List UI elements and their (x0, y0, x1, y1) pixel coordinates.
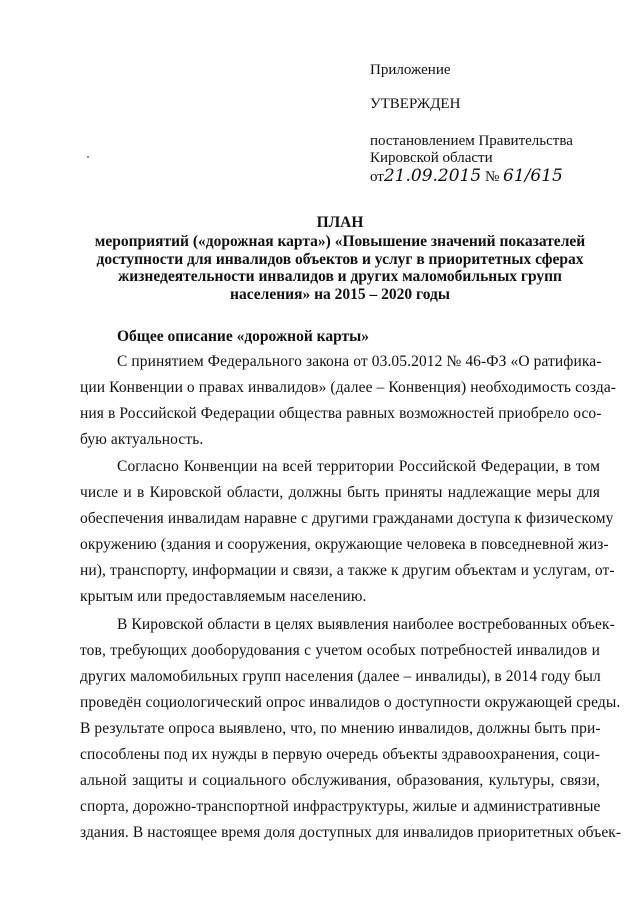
paragraph-line: спорта, дорожно-транспортной инфраструктуры, жилые и административные (80, 798, 601, 815)
paragraph-line: С принятием Федерального закона от 03.05.2012 № 46-ФЗ «О ратифика- (117, 353, 602, 370)
resolution-line-1: постановлением Правительства (370, 133, 573, 149)
paragraph-line: других маломобильных групп населения (далее – инвалиды), в 2014 году был (80, 668, 601, 685)
scan-speck (87, 156, 89, 158)
paragraph-line: ния в Российской Федерации общества равных возможностей приобрело осо- (80, 405, 602, 422)
resolution-line-2: Кировской области (370, 150, 493, 166)
paragraph-line: окружению (здания и сооружения, окружающие человека в повседневной жиз- (80, 536, 609, 553)
resolution-date-line (370, 166, 563, 186)
date-prefix: от (370, 169, 384, 185)
paragraph-line: способлены под их нужды в первую очередь объекты здравоохранения, соци- (80, 746, 600, 763)
paragraph-line: проведён социологический опрос инвалидов о доступности окружающей среды. (80, 694, 621, 711)
paragraph-line: здания. В настоящее время доля доступных для инвалидов приоритетных объек- (80, 824, 622, 841)
paragraph-line: ции Конвенции о правах инвалидов» (далее – Конвенция) необходимость созда- (80, 379, 617, 396)
paragraph-line: В результате опроса выявлено, что, по мнению инвалидов, должны быть при- (80, 720, 601, 737)
plan-title: ПЛАН (316, 214, 364, 231)
appendix-label: Приложение (370, 62, 451, 78)
paragraph-line: тов, требующих дооборудования с учетом особых потребностей инвалидов и (80, 642, 600, 659)
paragraph-line: обеспечения инвалидам наравне с другими гражданами доступа к физическому (80, 510, 614, 527)
plan-subtitle-line-4: населения» на 2015 – 2020 годы (230, 286, 450, 303)
paragraph-line: ни), транспорту, информации и связи, а также к другим объектам и услугам, от- (80, 562, 615, 579)
approved-label: УТВЕРЖДЕН (370, 96, 461, 112)
plan-subtitle-line-1: мероприятий («дорожная карта») «Повышение значений показателей (94, 233, 586, 250)
handwritten-date: 21.09.2015 (383, 166, 482, 186)
paragraph-line: Согласно Конвенции на всей территории Российской Федерации, в том (117, 458, 600, 475)
paragraph-line: В Кировской области в целях выявления наиболее востребованных объек- (117, 616, 615, 633)
handwritten-number: 61/615 (503, 166, 563, 186)
paragraph-line: числе и в Кировской области, должны быть приняты надлежащие меры для (80, 484, 600, 501)
paragraph-line: бую актуальность. (80, 431, 204, 448)
section-heading: Общее описание «дорожной карты» (117, 328, 369, 345)
paragraph-line: альной защиты и социального обслуживания, образования, культуры, связи, (80, 772, 600, 789)
plan-subtitle-line-2: доступности для инвалидов объектов и услуг в приоритетных сферах (96, 251, 584, 268)
number-sign: № (484, 169, 500, 185)
plan-subtitle-line-3: жизнедеятельности инвалидов и других маломобильных групп (118, 268, 562, 285)
paragraph-line: крытым или предоставляемым населению. (80, 588, 367, 605)
